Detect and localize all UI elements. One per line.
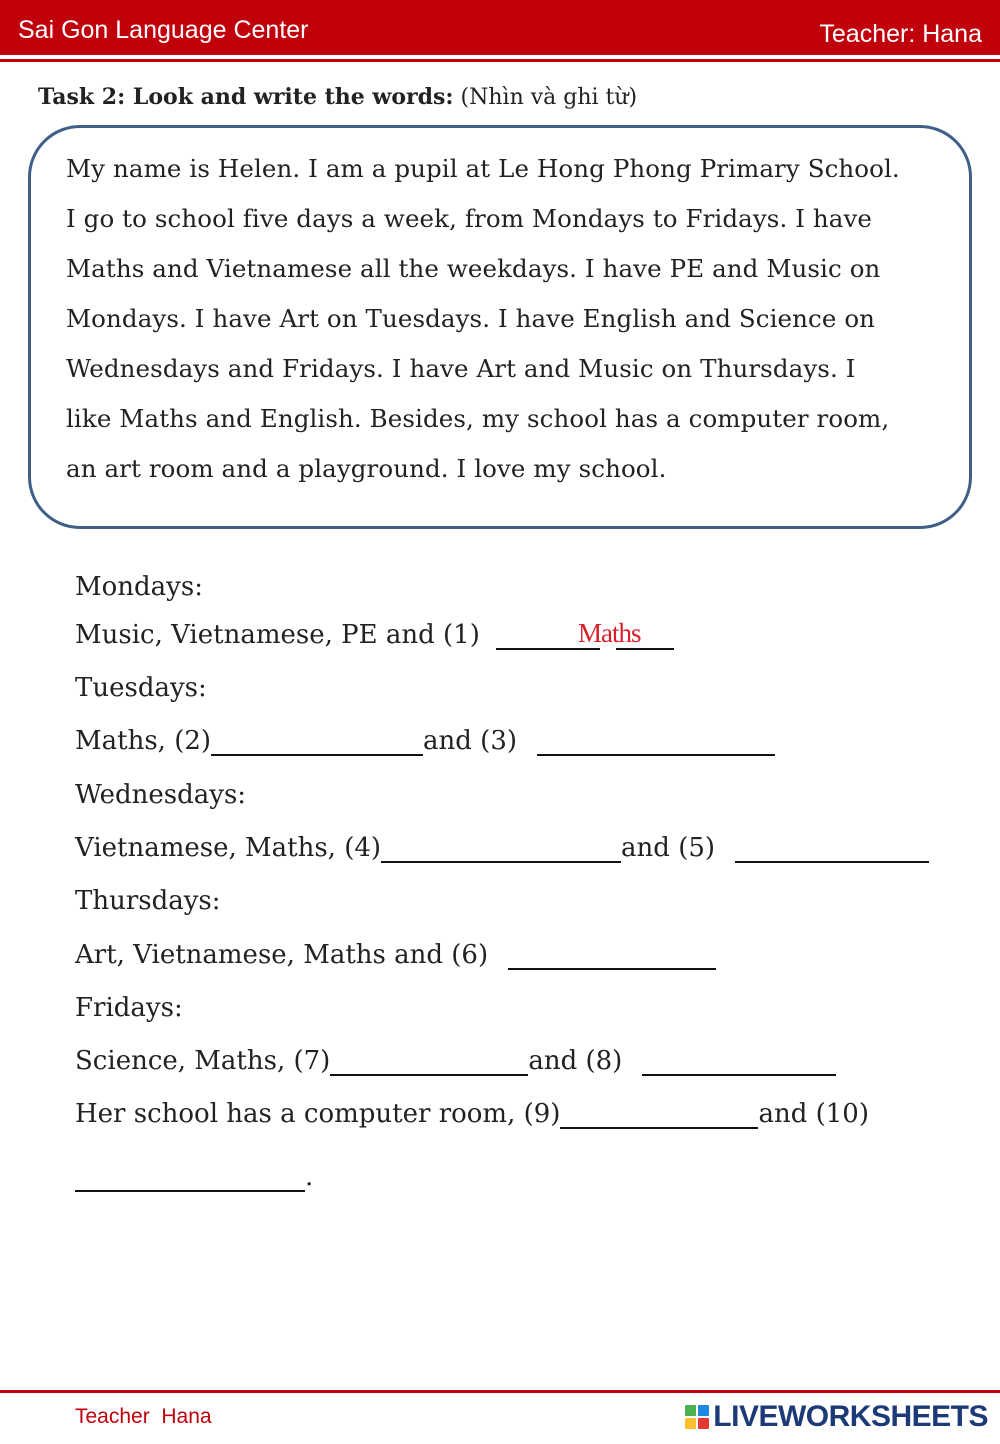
fridays-text-b: and (8) [528,1046,623,1076]
teacher-name: Teacher: Hana [819,20,982,48]
final-period: . [305,1162,314,1192]
footer-teacher: Teacher Hana [75,1405,212,1428]
blank-3-input[interactable] [537,728,775,756]
tuesdays-text-a: Maths, (2) [75,726,212,756]
liveworksheets-logo-icon [685,1405,709,1429]
blank-8-input[interactable] [642,1048,836,1076]
blank-2-input[interactable] [211,728,423,756]
blank-5-input[interactable] [735,835,929,863]
thursdays-text: Art, Vietnamese, Maths and (6) [75,940,489,970]
tuesdays-text-b: and (3) [423,726,518,756]
task-title [38,84,637,110]
mondays-text: Music, Vietnamese, PE and (1) [75,620,480,650]
thursdays-label: Thursdays: [75,886,221,916]
tuesdays-label: Tuesdays: [75,673,207,703]
school-text-a: Her school has a computer room, (9) [75,1099,561,1129]
passage-line: like Maths and English. Besides, my school has a computer room, [66,404,890,433]
passage-line: My name is Helen. I am a pupil at Le Hong Phong Primary School. [66,154,900,183]
header-rule [0,59,1000,62]
fridays-line [75,1046,836,1076]
blank-7-input[interactable] [330,1048,528,1076]
passage-line: an art room and a playground. I love my school. [66,454,667,483]
passage-line: I go to school five days a week, from Mondays to Fridays. I have [66,204,873,233]
wednesdays-text-a: Vietnamese, Maths, (4) [75,833,382,863]
blank-4-input[interactable] [381,835,621,863]
liveworksheets-logo-text: LIVEWORKSHEETS [713,1400,988,1433]
school-line [75,1099,869,1129]
mondays-label: Mondays: [75,572,203,602]
thursdays-line [75,940,716,970]
blank-6-input[interactable] [508,942,716,970]
passage-line: Mondays. I have Art on Tuesdays. I have English and Science on [66,304,876,333]
wednesdays-text-b: and (5) [621,833,716,863]
task-title-bold: Task 2: Look and write the words: [38,84,454,110]
footer-rule [0,1390,1000,1393]
passage-line: Maths and Vietnamese all the weekdays. I have PE and Music on [66,254,881,283]
fridays-text-a: Science, Maths, (7) [75,1046,331,1076]
center-name: Sai Gon Language Center [18,16,309,44]
answer-1-text: Maths [578,618,641,648]
final-line [75,1162,313,1192]
passage-line: Wednesdays and Fridays. I have Art and Music on Thursdays. I [66,354,856,383]
blank-10-input[interactable] [75,1164,305,1192]
wednesdays-line [75,833,929,863]
liveworksheets-logo[interactable] [685,1400,988,1434]
tuesdays-line [75,726,775,756]
wednesdays-label: Wednesdays: [75,780,247,810]
school-text-b: and (10) [758,1099,869,1129]
task-title-translation: (Nhìn và ghi từ) [460,85,638,110]
fridays-label: Fridays: [75,993,183,1023]
blank-9-input[interactable] [560,1101,758,1129]
